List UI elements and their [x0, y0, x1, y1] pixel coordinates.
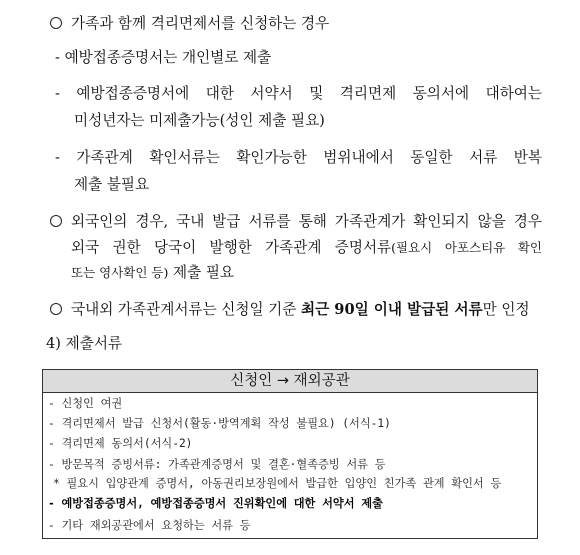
bullet-note: (필요시 아포스티유 확인 — [391, 240, 543, 255]
circle-bullet-icon — [50, 303, 62, 315]
bullet-text: 가족과 함께 격리면제서를 신청하는 경우 — [71, 15, 330, 32]
section-title-documents: 4) 제출서류 — [46, 335, 123, 352]
circle-bullet-icon — [50, 215, 62, 227]
circle-bullet-icon — [50, 17, 62, 29]
box-item-adoption-note: * 필요시 입양관계 증명서, 아동권리보장원에서 발급한 입양인 친가족 관계 확인서 등 — [53, 477, 502, 490]
bullet-text: 만 인정 — [482, 301, 530, 318]
box-item-vaccine-pledge: - 예방접종증명서, 예방접종증명서 진위확인에 대한 서약서 제출 — [48, 497, 383, 510]
bullet-foreigner-line2 — [71, 238, 542, 258]
bullet-text: 외국 권한 당국이 발행한 가족관계 증명서류 — [71, 239, 392, 256]
box-item-other: - 기타 재외공관에서 요청하는 서류 등 — [48, 519, 251, 532]
dash-item-family-docs-line1: - 가족관계 확인서류는 확인가능한 범위내에서 동일한 서류 반복 — [55, 149, 542, 166]
bullet-text: 외국인의 경우, 국내 발급 서류를 통해 가족관계가 확인되지 않을 경우 — [71, 213, 542, 230]
dash-item-vaccine-cert: - 예방접종증명서는 개인별로 제출 — [55, 49, 272, 66]
submission-documents-box — [42, 369, 538, 539]
bullet-family-application — [50, 14, 550, 34]
bullet-text: 국내외 가족관계서류는 신청일 기준 — [71, 301, 302, 318]
bullet-emphasis: 최근 90일 이내 발급된 서류 — [301, 301, 483, 318]
bullet-foreigner-line3 — [71, 263, 542, 283]
box-item-purpose-proof: - 방문목적 증빙서류: 가족관계증명서 및 결혼·혈족증빙 서류 등 — [48, 458, 386, 471]
bullet-note: 또는 영사확인 등) — [71, 265, 169, 280]
bullet-text: 제출 필요 — [168, 264, 235, 281]
box-item-application-form: - 격리면제서 발급 신청서(활동·방역계획 작성 불필요) (서식-1) — [48, 417, 391, 430]
dash-item-pledge-line1: - 예방접종증명서에 대한 서약서 및 격리면제 동의서에 대하여는 — [55, 85, 542, 102]
box-item-passport: - 신청인 여권 — [48, 397, 123, 410]
box-item-consent-form: - 격리면제 동의서(서식-2) — [48, 437, 193, 450]
dash-item-pledge-line2: 미성년자는 미제출가능(성인 제출 필요) — [74, 112, 325, 129]
box-header: 신청인 → 재외공관 — [43, 370, 537, 393]
bullet-validity — [50, 300, 550, 320]
dash-item-family-docs-line2: 제출 불필요 — [74, 176, 150, 193]
bullet-foreigner-line1 — [50, 212, 542, 232]
